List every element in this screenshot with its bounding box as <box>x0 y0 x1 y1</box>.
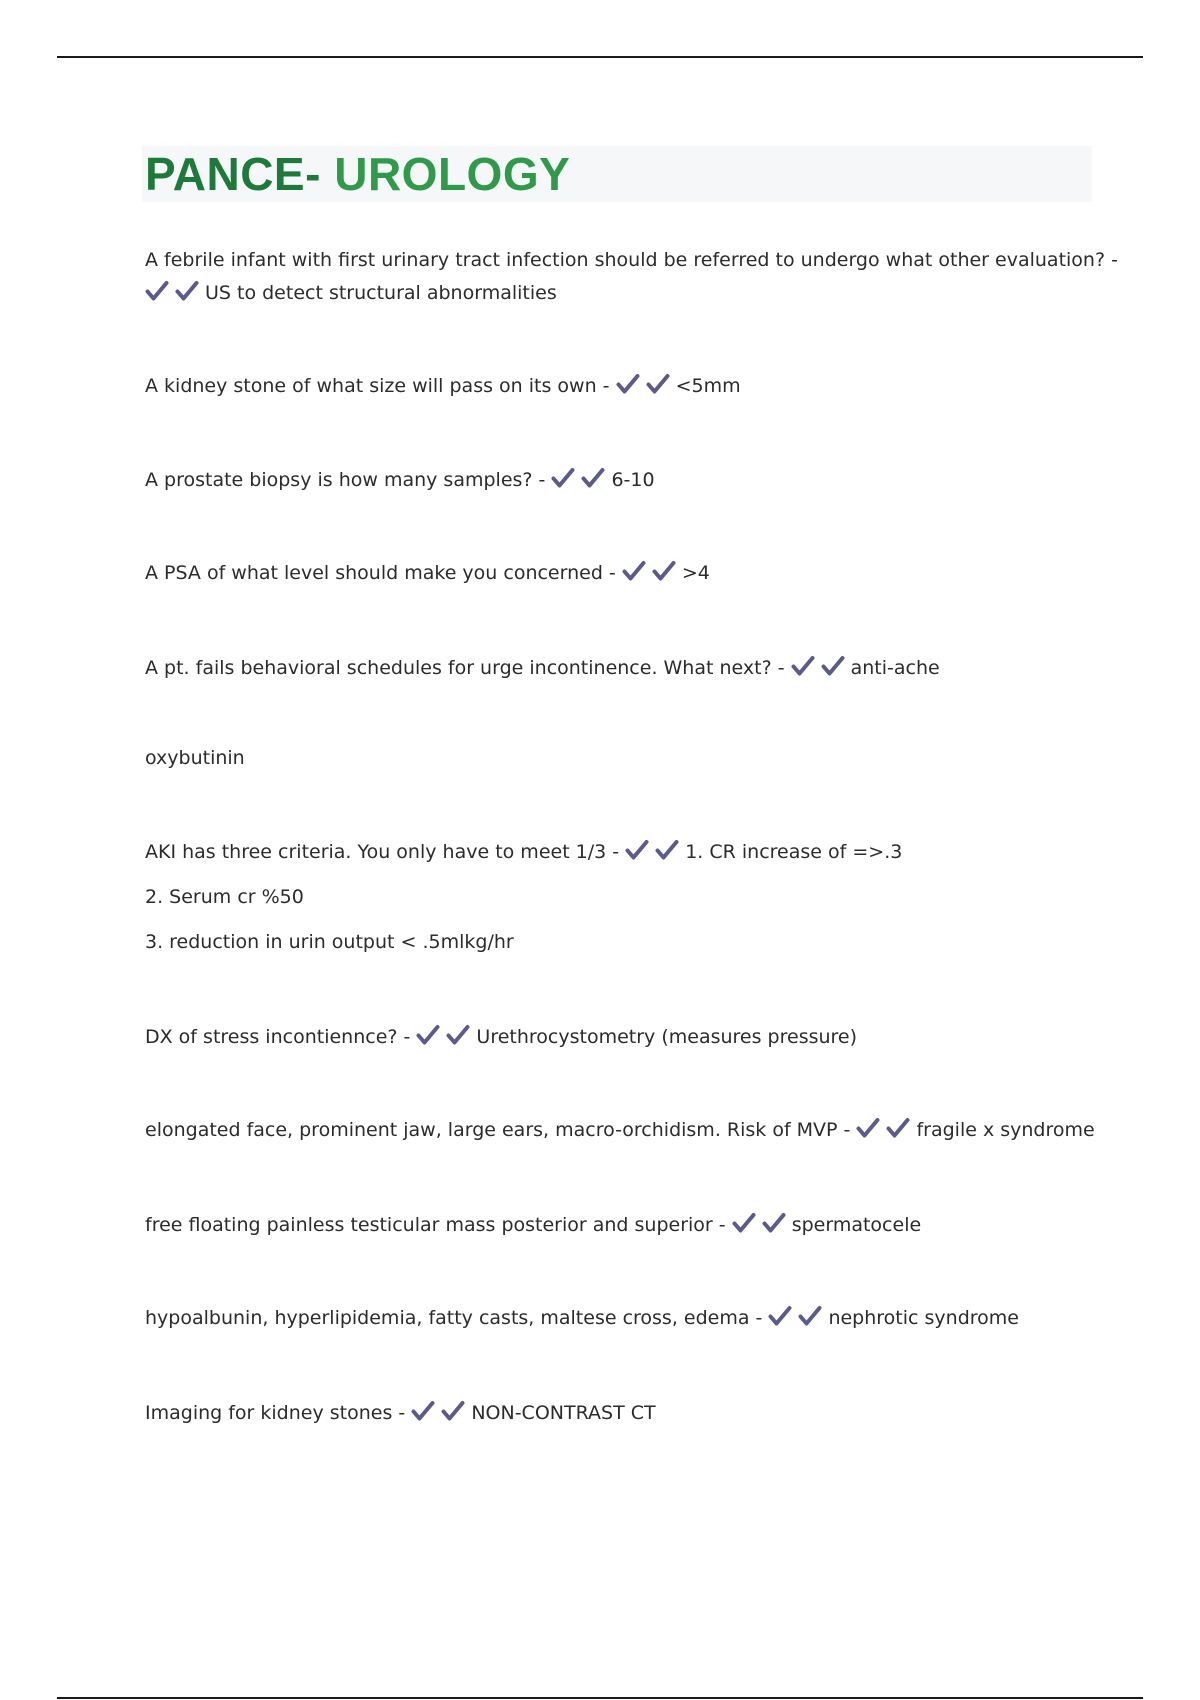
checkmark-icon <box>551 467 575 489</box>
checkmark-icon <box>581 467 605 489</box>
qa-line <box>145 1117 1095 1142</box>
question-text: A prostate biopsy is how many samples? - <box>145 469 546 491</box>
answer-text: 1. CR increase of =>.3 <box>685 841 903 863</box>
question-text: A febrile infant with first urinary tract infection should be referred to undergo what other evaluation? - <box>145 249 1118 271</box>
answer-text: spermatocele <box>791 1214 922 1236</box>
answer-line <box>145 280 557 305</box>
checkmark-icon <box>446 1024 470 1046</box>
checkmark-icon <box>791 655 815 677</box>
checkmark-icon <box>821 655 845 677</box>
checkmark-icon <box>646 373 670 395</box>
checkmark-icon <box>886 1117 910 1139</box>
checkmark-icon <box>798 1305 822 1327</box>
question-text: A PSA of what level should make you concerned - <box>145 562 616 584</box>
question-text: DX of stress incontiennce? - <box>145 1026 411 1048</box>
checkmark-icon <box>175 280 199 302</box>
answer-text: nephrotic syndrome <box>828 1307 1019 1329</box>
answer-continuation: 3. reduction in urin output < .5mlkg/hr <box>145 931 514 953</box>
qa-line <box>145 655 940 680</box>
answer-text: <5mm <box>675 375 741 397</box>
answer-continuation: oxybutinin <box>145 747 245 769</box>
checkmark-icon <box>416 1024 440 1046</box>
checkmark-icon <box>762 1212 786 1234</box>
page-title <box>145 146 570 202</box>
question-text: Imaging for kidney stones - <box>145 1402 406 1424</box>
answer-text: anti-ache <box>850 657 940 679</box>
checkmark-icon <box>622 560 646 582</box>
checkmark-icon <box>652 560 676 582</box>
title-part-pance: PANCE- <box>145 148 321 200</box>
qa-line <box>145 1212 921 1237</box>
qa-line <box>145 1400 656 1425</box>
bottom-rule <box>57 1697 1143 1699</box>
question-text: A pt. fails behavioral schedules for urge incontinence. What next? - <box>145 657 785 679</box>
answer-text: fragile x syndrome <box>916 1119 1095 1141</box>
checkmark-icon <box>616 373 640 395</box>
checkmark-icon <box>856 1117 880 1139</box>
checkmark-icon <box>145 280 169 302</box>
checkmark-icon <box>441 1400 465 1422</box>
answer-text: NON-CONTRAST CT <box>471 1402 656 1424</box>
answer-text: 6-10 <box>611 469 655 491</box>
question-text: AKI has three criteria. You only have to meet 1/3 - <box>145 841 620 863</box>
checkmark-icon <box>411 1400 435 1422</box>
question-text: hypoalbunin, hyperlipidemia, fatty casts, maltese cross, edema - <box>145 1307 763 1329</box>
qa-line <box>145 1024 857 1049</box>
title-part-urology: UROLOGY <box>320 148 571 200</box>
answer-text: >4 <box>681 562 710 584</box>
qa-line <box>145 467 655 492</box>
qa-line <box>145 1305 1019 1330</box>
checkmark-icon <box>625 839 649 861</box>
checkmark-icon <box>768 1305 792 1327</box>
qa-line <box>145 560 710 585</box>
answer-continuation: 2. Serum cr %50 <box>145 886 304 908</box>
question-text: free floating painless testicular mass posterior and superior - <box>145 1214 726 1236</box>
answer-text: US to detect structural abnormalities <box>205 282 557 304</box>
question-text: A kidney stone of what size will pass on its own - <box>145 375 610 397</box>
question-text: elongated face, prominent jaw, large ears, macro-orchidism. Risk of MVP - <box>145 1119 851 1141</box>
qa-line <box>145 373 741 398</box>
checkmark-icon <box>732 1212 756 1234</box>
qa-line <box>145 839 902 864</box>
checkmark-icon <box>655 839 679 861</box>
top-rule <box>57 56 1143 58</box>
answer-text: Urethrocystometry (measures pressure) <box>476 1026 858 1048</box>
